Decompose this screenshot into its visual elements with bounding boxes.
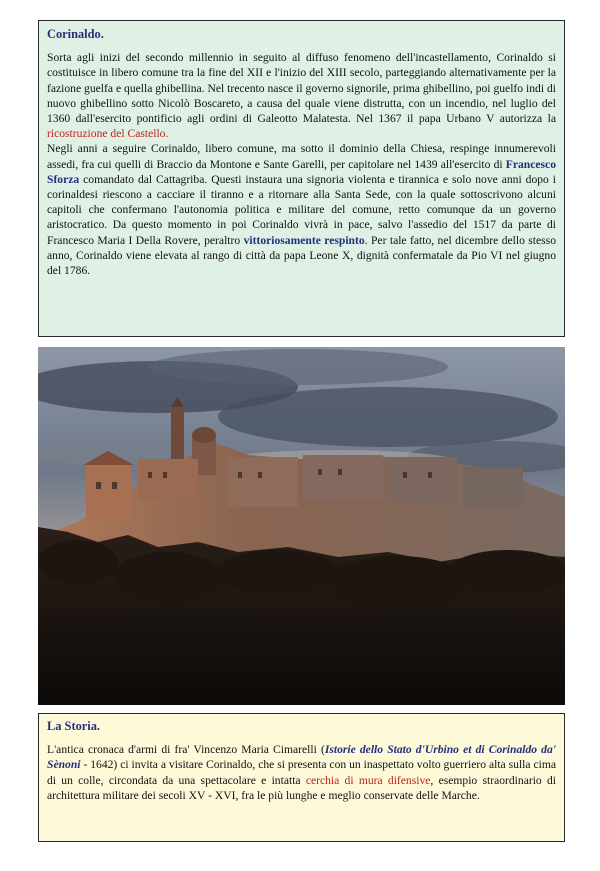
corinaldo-heading: Corinaldo. — [47, 27, 104, 41]
defensive-walls-link[interactable]: cerchia di mura difensive — [305, 773, 431, 787]
storia-text-c: , esempio straordinario di architettura militare dei secoli XV - XVI, fra le più lunghe e meglio conservate delle Marche. — [47, 773, 556, 802]
storia-paragraph — [47, 742, 556, 803]
corinaldo-p2-text-b: comandato dal Cattagriba. Questi instaura una signoria violenta e tirannica e solo nove anni dopo i corinaldesi riescono a cacciare il tiranno e a ritornare alla Santa Sede, con la quale sottoscrivono alcuni capitoli che confermano l'autonomia politica e militare del comune, retto comunque da un governo aristocratico. Da questo momento in poi Corinaldo vivrà in pace, salvo l'assedio del 1517 da parte di Francesco Maria I Della Rovere, peraltro — [47, 172, 556, 247]
storia-text-b: - 1642) ci invita a visitare Corinaldo, che si presenta con un inaspettato volto guerriero alta sulla cima di un colle, circondata da una spettacolare e intatta — [47, 758, 556, 787]
corinaldo-paragraph-2 — [47, 141, 556, 278]
storia-heading: La Storia. — [47, 719, 101, 733]
corinaldo-paragraph-1 — [47, 50, 556, 141]
istorie-book-link[interactable]: Istorie dello Stato d'Urbino et di Corinaldo da' Sènoni — [47, 743, 556, 772]
francesco-sforza-link[interactable]: Francesco Sforza — [47, 157, 556, 186]
corinaldo-p2-text-a: Negli anni a seguire Corinaldo, libero comune, ma sotto il dominio della Chiesa, respinge innumerevoli assedi, fra cui quelli di Braccio da Montone e Sante Garelli, per capitolare nel 1439 all'esercito di — [47, 142, 556, 171]
siege-repelled-link[interactable]: vittoriosamente respinto — [243, 233, 365, 247]
storia-section — [38, 713, 565, 842]
storia-text-a: L'antica cronaca d'armi di fra' Vincenzo Maria Cimarelli ( — [47, 743, 325, 757]
corinaldo-p1-text: Sorta agli inizi del secondo millennio in seguito al diffuso fenomeno dell'incastellamento, Corinaldo si costituisce in libero comune tra la fine del XII e l'inizio del XIII secolo, parteggiando alternativamente per la fazione guelfa e quella ghibellina. Nel trecento nasce il governo signorile, prima ghibellino, poi guelfo indi di nuovo ghibellino sotto Nicolò Boscareto, a causa del quale viene distrutta, con un incendio, nel luglio del 1360 dall'esercito pontificio agli ordini di Galeotto Malatesta. Nel 1367 il papa Urbano V autorizza la — [47, 51, 556, 126]
corinaldo-p2-text-c: . Per tale fatto, nel dicembre dello stesso anno, Corinaldo viene elevata al rango di città da papa Leone X, dignità confermatale da Pio VI nel giugno del 1786. — [47, 233, 556, 278]
corinaldo-town-photo — [38, 347, 565, 705]
castle-reconstruction-link[interactable]: ricostruzione del Castello. — [47, 127, 169, 141]
corinaldo-section — [38, 20, 565, 337]
